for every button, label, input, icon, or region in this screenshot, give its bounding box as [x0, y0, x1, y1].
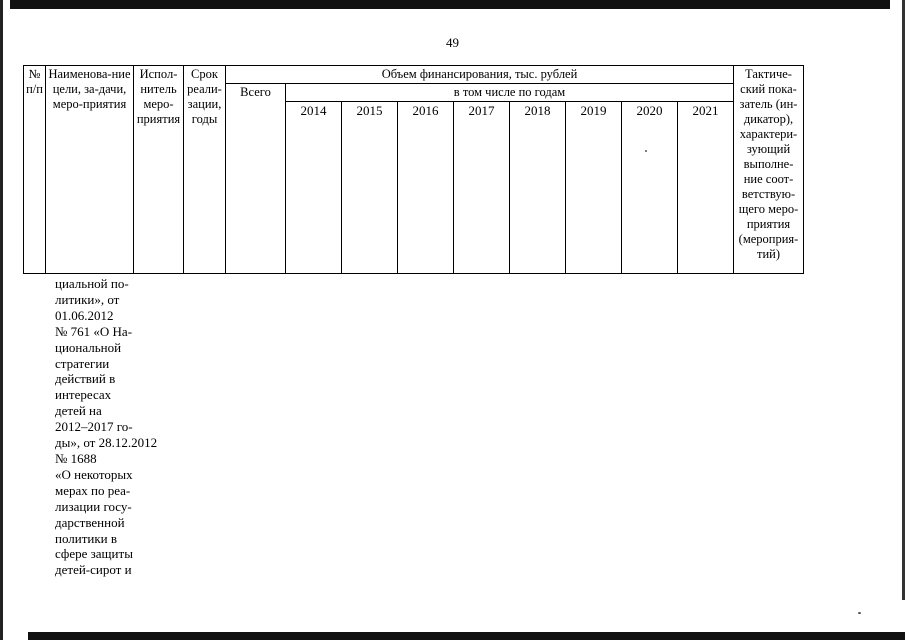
text-line: 01.06.2012 [55, 307, 114, 323]
header-year-2018: 2018 [510, 102, 566, 274]
header-term: Срок реали-зации, годы [184, 66, 226, 274]
continued-row-text [55, 276, 158, 578]
header-number-line2: п/п [26, 82, 43, 96]
text-line: действий в [55, 371, 116, 387]
scan-border-bottom [28, 632, 905, 640]
header-year-2020: 2020 [622, 102, 678, 274]
header-executor: Испол-нитель меро-приятия [134, 66, 184, 274]
header-year-2016: 2016 [398, 102, 454, 274]
text-line: циональной [55, 339, 122, 355]
header-number-line1: № [28, 67, 41, 81]
page-number: 49 [446, 35, 459, 50]
text-line: 2012–2017 го- [55, 419, 133, 435]
header-year-2017: 2017 [454, 102, 510, 274]
text-line: детей-сирот и [55, 562, 132, 578]
scan-speck [645, 150, 647, 152]
text-line: ды», от 28.12.2012 [55, 435, 158, 451]
header-funding: Объем финансирования, тыс. рублей [226, 66, 734, 84]
header-total: Всего [226, 84, 286, 274]
text-line: интересах [55, 387, 112, 403]
scan-border-left [0, 0, 3, 640]
header-name: Наименова-ние цели, за-дачи, меро-приятия [46, 66, 134, 274]
header-by-years: в том числе по годам [286, 84, 734, 102]
text-line: сфере защиты [55, 546, 133, 562]
funding-table [23, 65, 804, 274]
text-line: дарственной [55, 514, 125, 530]
text-line: мерах по реа- [55, 482, 131, 498]
text-line: детей на [55, 403, 102, 419]
text-line: циальной по- [55, 276, 129, 291]
header-indicator: Тактиче-ский пока-затель (ин-дикатор), характери-зующий выполне-ние соот-ветствую-щего меро-приятия (мероприя-тий) [734, 66, 804, 274]
text-line: стратегии [55, 355, 110, 371]
text-line: № 761 «О На- [55, 323, 133, 339]
text-line: «О некоторых [55, 466, 133, 482]
text-line: № 1688 [55, 450, 97, 466]
header-year-2015: 2015 [342, 102, 398, 274]
header-number [24, 66, 46, 274]
header-year-2014: 2014 [286, 102, 342, 274]
scan-border-top [10, 0, 890, 9]
text-line: политики в [55, 530, 118, 546]
header-year-2021: 2021 [678, 102, 734, 274]
header-year-2019: 2019 [566, 102, 622, 274]
text-line: лизации госу- [55, 498, 132, 514]
text-line: литики», от [55, 291, 120, 307]
scan-speck [858, 612, 861, 614]
